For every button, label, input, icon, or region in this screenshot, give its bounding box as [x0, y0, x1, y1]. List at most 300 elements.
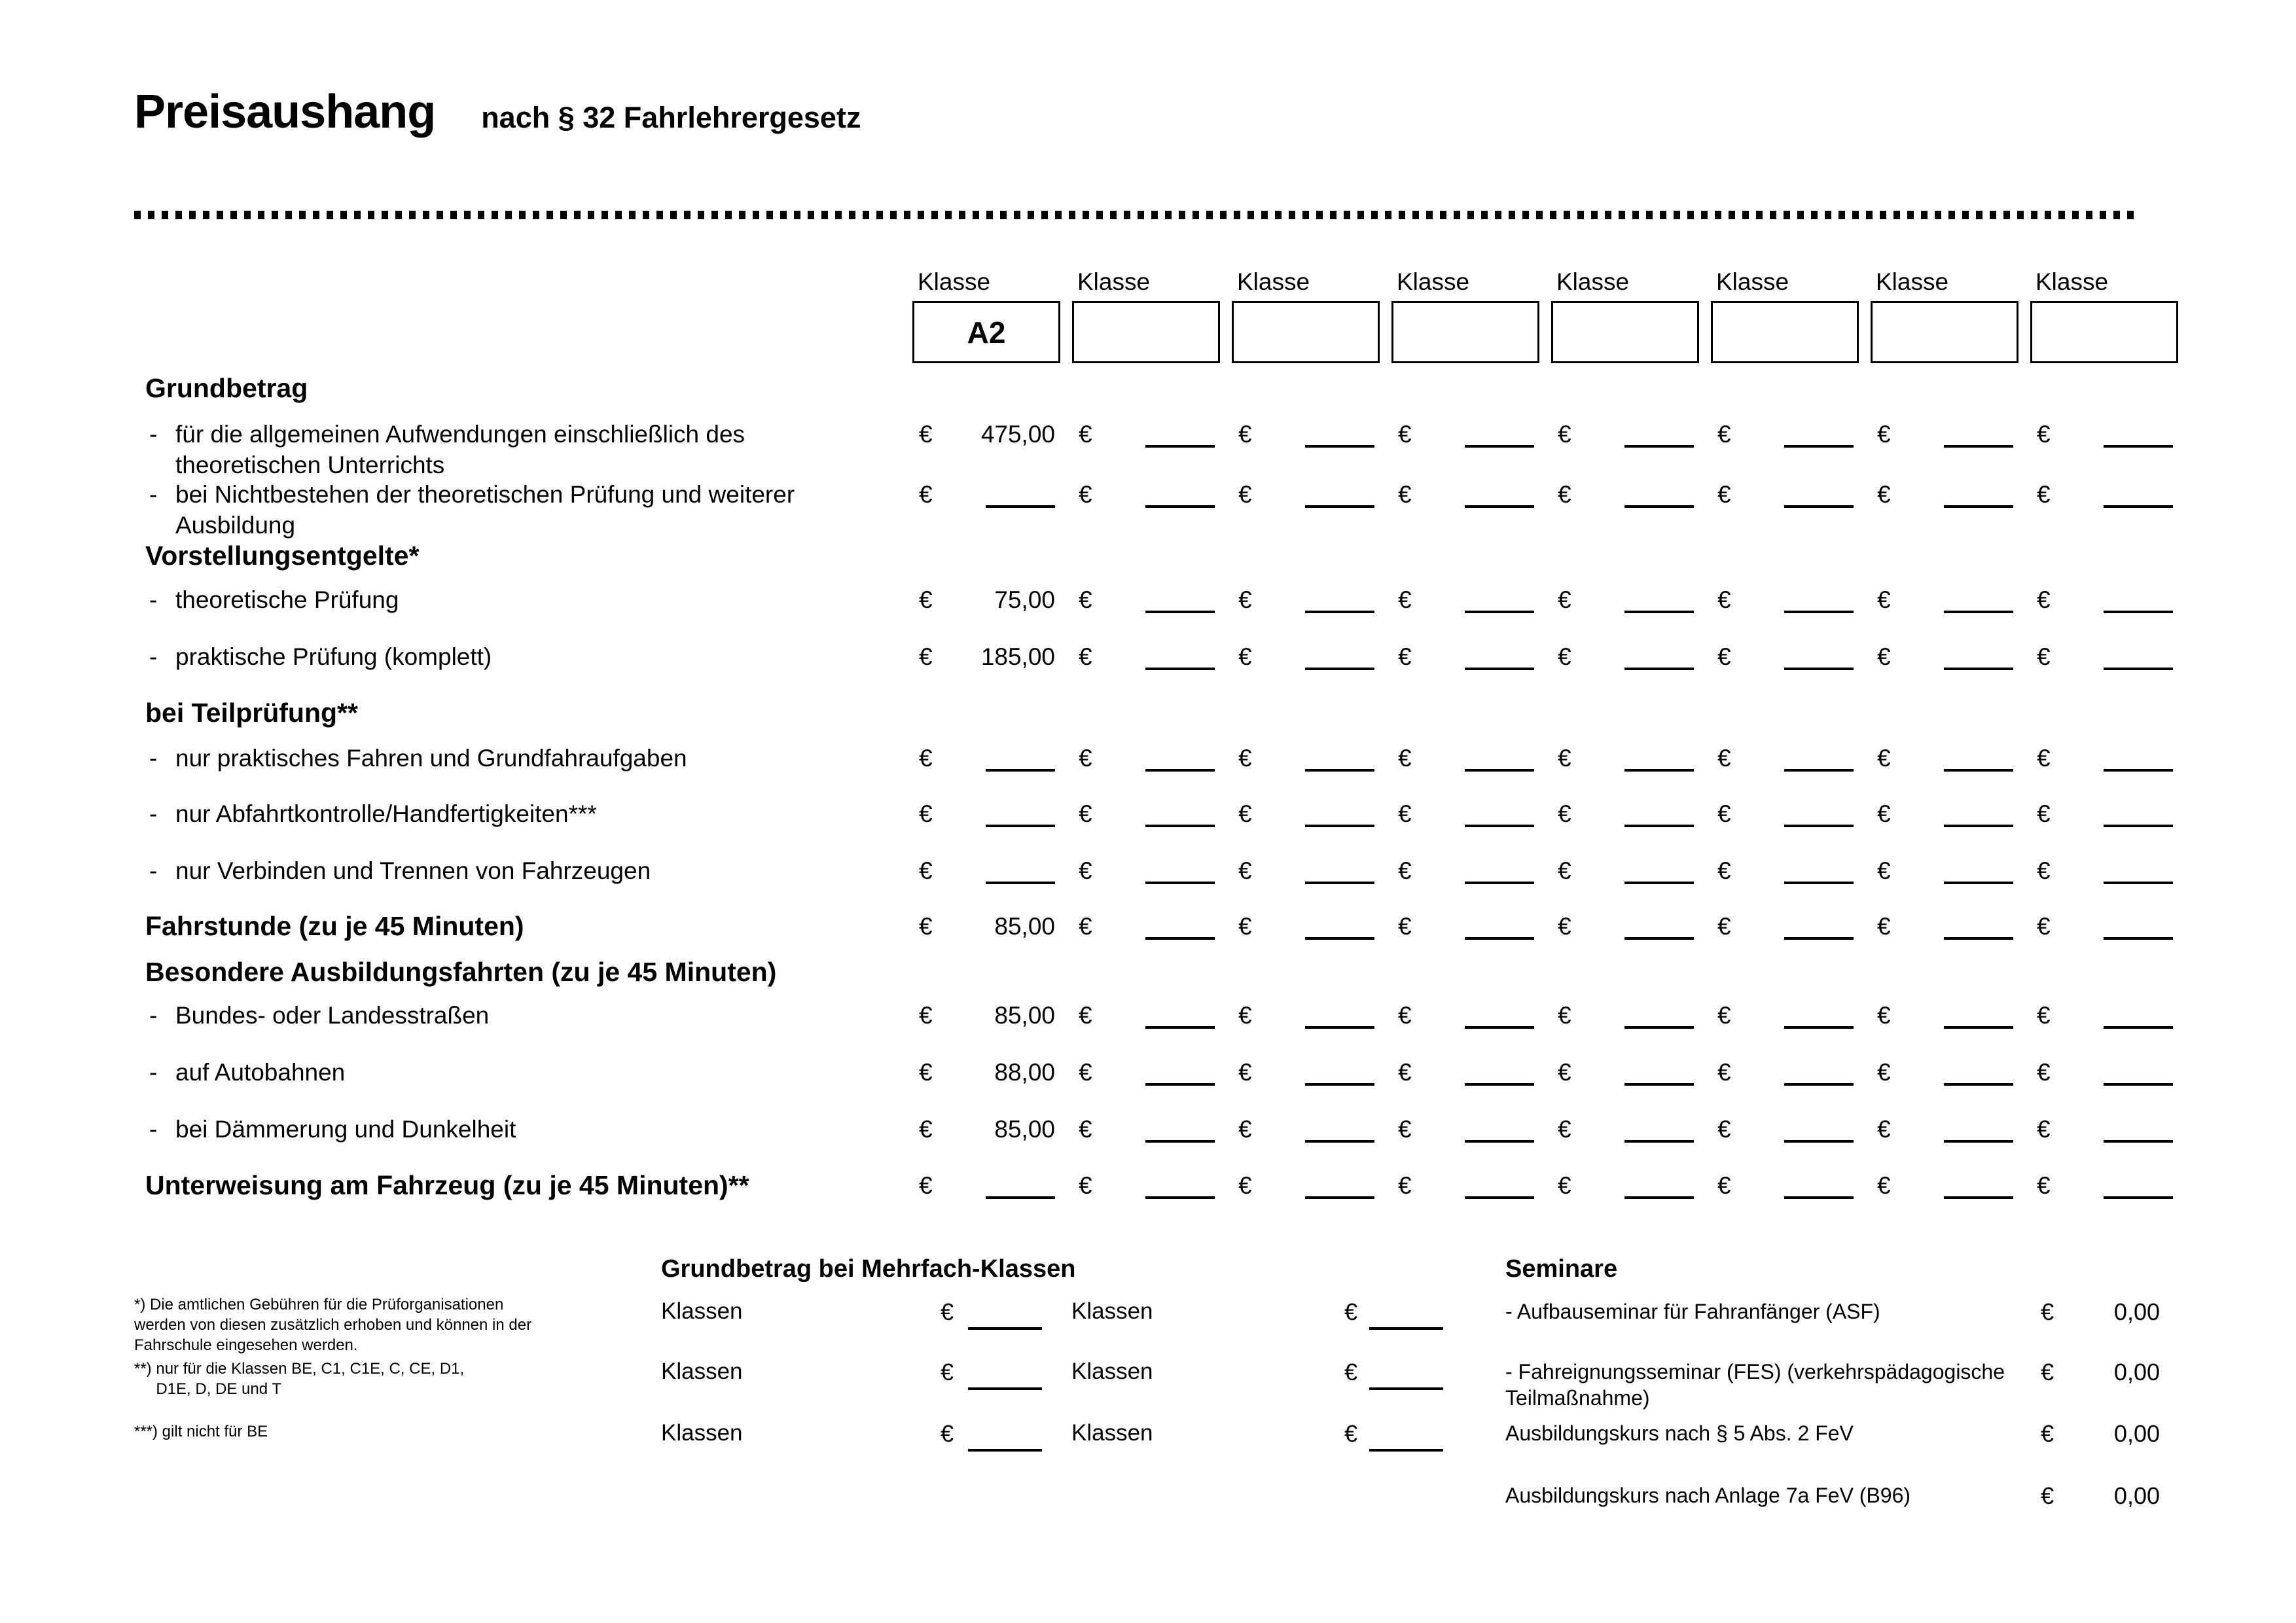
- euro-symbol: €: [1398, 1059, 1412, 1086]
- euro-symbol: €: [1238, 800, 1252, 827]
- euro-symbol: €: [1558, 481, 1571, 508]
- price-cell-col8: [2030, 479, 2190, 510]
- euro-symbol: €: [919, 643, 933, 670]
- euro-symbol: €: [1079, 1059, 1092, 1086]
- blank-price-line: [1145, 882, 1215, 884]
- blank-price-line: [1369, 1449, 1443, 1452]
- price-row: [912, 743, 2190, 774]
- euro-symbol: €: [1717, 800, 1731, 827]
- euro-symbol: €: [1079, 421, 1092, 448]
- euro-symbol: €: [1717, 586, 1731, 613]
- euro-symbol: €: [1238, 1002, 1252, 1029]
- price-cell-col6: [1711, 798, 1871, 829]
- blank-price-line: [2104, 1083, 2173, 1086]
- seminar-item-label: [1505, 1298, 1880, 1325]
- price-cell-col1: [912, 419, 1072, 450]
- klasse-box: [912, 301, 1060, 363]
- euro-symbol: €: [1238, 1059, 1252, 1086]
- seminar-price-value: 0,00: [2113, 1420, 2160, 1447]
- blank-price-line: [1465, 1083, 1534, 1086]
- price-cell-col4: [1391, 1000, 1551, 1031]
- euro-symbol: €: [1877, 857, 1891, 884]
- klassen-field-label: Klassen: [1071, 1298, 1153, 1324]
- euro-symbol: €: [1717, 1116, 1731, 1143]
- euro-symbol: €: [1238, 1116, 1252, 1143]
- price-cell-col4: [1391, 798, 1551, 829]
- row-label-line: Bundes- oder Landesstraßen: [175, 1002, 490, 1029]
- table-row-label: [149, 479, 795, 541]
- price-cell-col8: [2030, 855, 2190, 886]
- price-row: [912, 855, 2190, 886]
- price-cell-col4: [1391, 1057, 1551, 1088]
- price-row: [912, 641, 2190, 672]
- price-cell-col4: [1391, 855, 1551, 886]
- blank-price-line: [1145, 505, 1215, 508]
- euro-symbol: €: [1558, 1116, 1571, 1143]
- euro-symbol: €: [1238, 857, 1252, 884]
- euro-symbol: €: [1877, 800, 1891, 827]
- footnote-line: D1E, D, DE und T: [134, 1380, 281, 1398]
- table-row-label: [149, 798, 597, 829]
- euro-symbol: €: [1079, 800, 1092, 827]
- blank-price-line: [1465, 825, 1534, 827]
- price-cell-col5: [1551, 1114, 1711, 1145]
- blank-price-line: [986, 882, 1055, 884]
- blank-price-line: [1465, 1196, 1534, 1199]
- euro-symbol: €: [1238, 481, 1252, 508]
- row-label-line: bei Dämmerung und Dunkelheit: [175, 1116, 516, 1143]
- price-row: [912, 1114, 2190, 1145]
- price-cell-col2: [1072, 798, 1232, 829]
- price-cell-col5: [1551, 584, 1711, 615]
- blank-price-line: [1784, 882, 1854, 884]
- table-row-label: [149, 584, 399, 615]
- footnote-line: Fahrschule eingesehen werden.: [134, 1336, 358, 1354]
- price-cell-col5: [1551, 1170, 1711, 1201]
- klasse-column-header: Klasse: [2036, 268, 2109, 295]
- price-row: [912, 1170, 2190, 1201]
- euro-symbol: €: [1558, 857, 1571, 884]
- blank-price-line: [1145, 1140, 1215, 1143]
- price-cell-col3: [1232, 584, 1391, 615]
- seminar-label-line: Ausbildungskurs nach Anlage 7a FeV (B96): [1505, 1484, 1911, 1507]
- seminar-price-value: 0,00: [2113, 1298, 2160, 1325]
- euro-symbol: €: [1398, 1172, 1412, 1199]
- euro-symbol: €: [1877, 421, 1891, 448]
- price-cell-col5: [1551, 743, 1711, 774]
- table-row-label: [149, 419, 745, 480]
- euro-symbol: €: [1877, 643, 1891, 670]
- row-label-line: Ausbildung: [175, 512, 296, 539]
- price-cell-col7: [1871, 641, 2030, 672]
- blank-price-line: [1624, 505, 1694, 508]
- section-heading: [145, 373, 308, 404]
- euro-symbol: €: [1079, 745, 1092, 772]
- blank-price-line: [1465, 882, 1534, 884]
- blank-price-line: [968, 1449, 1042, 1452]
- blank-price-line: [1944, 1083, 2013, 1086]
- price-cell-col7: [1871, 1000, 2030, 1031]
- euro-symbol: €: [1238, 586, 1252, 613]
- euro-symbol: €: [2037, 586, 2051, 613]
- klasse-box: [2030, 301, 2178, 363]
- euro-symbol: €: [1398, 586, 1412, 613]
- section-heading-text: bei Teilprüfung**: [145, 698, 358, 728]
- blank-price-line: [1624, 882, 1694, 884]
- bullet-dash: -: [149, 421, 158, 448]
- klasse-header-row: [912, 268, 2190, 296]
- euro-symbol: €: [1398, 800, 1412, 827]
- footnote-line: *) Die amtlichen Gebühren für die Prüforganisationen: [134, 1296, 504, 1313]
- klasse-column-header: Klasse: [1716, 268, 1789, 295]
- klasse-box: [1871, 301, 2018, 363]
- blank-price-line: [1465, 769, 1534, 772]
- section-heading: [145, 1170, 749, 1201]
- price-cell-col3: [1232, 419, 1391, 450]
- klasse-box: [1072, 301, 1220, 363]
- table-row-label: [149, 641, 492, 672]
- blank-price-line: [1784, 611, 1854, 613]
- bullet-dash: -: [149, 745, 158, 772]
- price-cell-col6: [1711, 641, 1871, 672]
- euro-symbol: €: [1238, 745, 1252, 772]
- klasse-column-header: Klasse: [1077, 268, 1151, 295]
- euro-symbol: €: [1558, 913, 1571, 940]
- klasse-column-header: Klasse: [1397, 268, 1470, 295]
- section-heading: [145, 957, 776, 988]
- blank-price-line: [1784, 1196, 1854, 1199]
- price-cell-col3: [1232, 1114, 1391, 1145]
- price-cell-col6: [1711, 1114, 1871, 1145]
- bullet-dash: -: [149, 1116, 158, 1143]
- price-cell-col8: [2030, 798, 2190, 829]
- price-cell-col8: [2030, 419, 2190, 450]
- footnote-line: **) nur für die Klassen BE, C1, C1E, C, CE, D1,: [134, 1360, 465, 1378]
- price-cell-col3: [1232, 479, 1391, 510]
- bullet-dash: -: [149, 1059, 158, 1086]
- klasse-column-header: Klasse: [918, 268, 991, 295]
- row-label-line: auf Autobahnen: [175, 1059, 346, 1086]
- footnote-line: werden von diesen zusätzlich erhoben und können in der: [134, 1316, 532, 1334]
- page-title: Preisaushang: [134, 86, 436, 138]
- blank-price-line: [986, 769, 1055, 772]
- row-label-text: [175, 855, 651, 886]
- euro-symbol: €: [2037, 800, 2051, 827]
- euro-symbol: €: [1877, 1116, 1891, 1143]
- price-cell-col5: [1551, 419, 1711, 450]
- blank-price-line: [1624, 1026, 1694, 1029]
- price-cell-col2: [1072, 641, 1232, 672]
- price-cell-col8: [2030, 641, 2190, 672]
- blank-price-line: [2104, 445, 2173, 448]
- price-cell-col7: [1871, 911, 2030, 942]
- section-heading-text: Vorstellungsentgelte*: [145, 541, 420, 571]
- price-cell-col4: [1391, 479, 1551, 510]
- price-row: [912, 479, 2190, 510]
- euro-symbol: €: [1079, 1172, 1092, 1199]
- blank-price-line: [1944, 668, 2013, 670]
- klasse-column-header: Klasse: [1556, 268, 1630, 295]
- blank-price-line: [1305, 882, 1374, 884]
- euro-symbol: €: [1558, 643, 1571, 670]
- blank-price-line: [1944, 611, 2013, 613]
- blank-price-line: [1944, 882, 2013, 884]
- bullet-dash: -: [149, 586, 158, 613]
- blank-price-line: [1305, 769, 1374, 772]
- euro-symbol: €: [1558, 1002, 1571, 1029]
- blank-price-line: [1369, 1387, 1443, 1390]
- klassen-field-label: Klassen: [661, 1420, 743, 1446]
- row-label-text: [175, 1114, 516, 1145]
- price-cell-col7: [1871, 479, 2030, 510]
- blank-price-line: [1305, 825, 1374, 827]
- price-cell-col4: [1391, 1170, 1551, 1201]
- euro-symbol: €: [1717, 1002, 1731, 1029]
- price-cell-col2: [1072, 1000, 1232, 1031]
- blank-price-line: [1465, 668, 1534, 670]
- price-cell-col6: [1711, 479, 1871, 510]
- euro-symbol: €: [2037, 857, 2051, 884]
- euro-symbol: €: [2037, 745, 2051, 772]
- blank-price-line: [1465, 1026, 1534, 1029]
- euro-symbol: €: [919, 745, 933, 772]
- blank-price-line: [1784, 825, 1854, 827]
- price-cell-col6: [1711, 1057, 1871, 1088]
- price-cell-col4: [1391, 641, 1551, 672]
- blank-price-line: [1784, 1026, 1854, 1029]
- euro-symbol: €: [1558, 586, 1571, 613]
- price-cell-col4: [1391, 584, 1551, 615]
- price-cell-col1: [912, 641, 1072, 672]
- price-row: [912, 584, 2190, 615]
- euro-symbol: €: [1717, 745, 1731, 772]
- blank-price-line: [1305, 1140, 1374, 1143]
- price-cell-col5: [1551, 911, 1711, 942]
- euro-symbol: €: [2037, 1172, 2051, 1199]
- euro-symbol: €: [1877, 913, 1891, 940]
- blank-price-line: [1624, 1083, 1694, 1086]
- section-heading-text: Grundbetrag: [145, 373, 308, 403]
- blank-price-line: [1305, 505, 1374, 508]
- blank-price-line: [1305, 668, 1374, 670]
- row-label-text: [175, 1000, 489, 1031]
- seminare-heading: Seminare: [1505, 1255, 1618, 1283]
- euro-symbol: €: [941, 1298, 954, 1325]
- klasse-value: A2: [967, 315, 1006, 349]
- blank-price-line: [1465, 445, 1534, 448]
- price-cell-col1: [912, 1057, 1072, 1088]
- price-cell-col4: [1391, 419, 1551, 450]
- blank-price-line: [1624, 445, 1694, 448]
- euro-symbol: €: [1877, 586, 1891, 613]
- blank-price-line: [1465, 937, 1534, 940]
- price-cell-col7: [1871, 1057, 2030, 1088]
- euro-symbol: €: [2037, 913, 2051, 940]
- euro-symbol: €: [1558, 1059, 1571, 1086]
- euro-symbol: €: [919, 481, 933, 508]
- footnote-1: [134, 1294, 531, 1355]
- euro-symbol: €: [919, 1116, 933, 1143]
- klasse-box: [1711, 301, 1859, 363]
- price-cell-col6: [1711, 855, 1871, 886]
- euro-symbol: €: [2037, 481, 2051, 508]
- euro-symbol: €: [919, 1002, 933, 1029]
- euro-symbol: €: [1717, 643, 1731, 670]
- euro-symbol: €: [941, 1359, 954, 1385]
- seminar-item-label: [1505, 1359, 2005, 1411]
- price-row: [912, 798, 2190, 829]
- price-cell-col2: [1072, 584, 1232, 615]
- euro-symbol: €: [2037, 1116, 2051, 1143]
- table-row-label: [149, 1114, 516, 1145]
- euro-symbol: €: [1238, 913, 1252, 940]
- blank-price-line: [968, 1327, 1042, 1330]
- price-cell-col2: [1072, 743, 1232, 774]
- row-label-text: [175, 743, 687, 774]
- price-cell-col6: [1711, 419, 1871, 450]
- row-label-line: bei Nichtbestehen der theoretischen Prüfung und weiterer: [175, 481, 795, 508]
- euro-symbol: €: [1079, 643, 1092, 670]
- price-cell-col2: [1072, 479, 1232, 510]
- bullet-dash: -: [149, 800, 158, 827]
- euro-symbol: €: [1344, 1298, 1358, 1325]
- seminar-label-line: - Aufbauseminar für Fahranfänger (ASF): [1505, 1300, 1880, 1323]
- section-heading: [145, 698, 358, 728]
- price-value: 85,00: [994, 913, 1055, 940]
- section-heading: [145, 541, 419, 571]
- blank-price-line: [2104, 937, 2173, 940]
- euro-symbol: €: [1717, 421, 1731, 448]
- blank-price-line: [1305, 445, 1374, 448]
- euro-symbol: €: [2037, 643, 2051, 670]
- euro-symbol: €: [1558, 800, 1571, 827]
- blank-price-line: [1145, 611, 1215, 613]
- euro-symbol: €: [1717, 1059, 1731, 1086]
- price-value: 75,00: [994, 586, 1055, 613]
- euro-symbol: €: [1398, 857, 1412, 884]
- price-cell-col1: [912, 1000, 1072, 1031]
- table-row-label: [149, 855, 651, 886]
- row-label-line: für die allgemeinen Aufwendungen einschließlich des: [175, 421, 745, 448]
- price-cell-col3: [1232, 798, 1391, 829]
- klassen-field-label: Klassen: [1071, 1359, 1153, 1384]
- price-cell-col2: [1072, 1057, 1232, 1088]
- euro-symbol: €: [919, 421, 933, 448]
- section-heading-text: Besondere Ausbildungsfahrten (zu je 45 Minuten): [145, 957, 777, 987]
- price-cell-col7: [1871, 419, 2030, 450]
- blank-price-line: [1624, 825, 1694, 827]
- euro-symbol: €: [1344, 1359, 1358, 1385]
- section-heading: [145, 911, 524, 942]
- blank-price-line: [1305, 937, 1374, 940]
- price-cell-col6: [1711, 911, 1871, 942]
- klasse-column-header: Klasse: [1237, 268, 1310, 295]
- euro-symbol: €: [1398, 745, 1412, 772]
- dotted-divider: [134, 211, 2141, 219]
- table-row-label: [149, 1057, 345, 1088]
- euro-symbol: €: [1398, 421, 1412, 448]
- euro-symbol: €: [1877, 1172, 1891, 1199]
- mehrfach-heading: Grundbetrag bei Mehrfach-Klassen: [661, 1255, 1076, 1283]
- euro-symbol: €: [1079, 481, 1092, 508]
- price-cell-col6: [1711, 1000, 1871, 1031]
- price-cell-col5: [1551, 641, 1711, 672]
- row-label-text: [175, 479, 795, 541]
- blank-price-line: [2104, 611, 2173, 613]
- bullet-dash: -: [149, 643, 158, 670]
- euro-symbol: €: [919, 1059, 933, 1086]
- blank-price-line: [1305, 611, 1374, 613]
- klasse-box: [1232, 301, 1380, 363]
- row-label-text: [175, 798, 597, 829]
- price-cell-col2: [1072, 855, 1232, 886]
- blank-price-line: [1145, 1083, 1215, 1086]
- euro-symbol: €: [2041, 1359, 2054, 1385]
- blank-price-line: [986, 1196, 1055, 1199]
- euro-symbol: €: [2037, 1002, 2051, 1029]
- seminar-price-value: 0,00: [2113, 1359, 2160, 1385]
- price-cell-col2: [1072, 419, 1232, 450]
- price-cell-col3: [1232, 1170, 1391, 1201]
- price-cell-col7: [1871, 798, 2030, 829]
- euro-symbol: €: [1079, 586, 1092, 613]
- price-value: 475,00: [980, 421, 1055, 448]
- price-cell-col3: [1232, 911, 1391, 942]
- blank-price-line: [2104, 668, 2173, 670]
- price-cell-col1: [912, 743, 1072, 774]
- price-cell-col2: [1072, 911, 1232, 942]
- blank-price-line: [1944, 769, 2013, 772]
- price-cell-col1: [912, 798, 1072, 829]
- price-cell-col6: [1711, 1170, 1871, 1201]
- price-cell-col4: [1391, 1114, 1551, 1145]
- blank-price-line: [1624, 769, 1694, 772]
- seminar-item-label: [1505, 1420, 1854, 1446]
- price-cell-col5: [1551, 479, 1711, 510]
- price-cell-col8: [2030, 1057, 2190, 1088]
- blank-price-line: [1624, 668, 1694, 670]
- blank-price-line: [1944, 445, 2013, 448]
- blank-price-line: [1465, 505, 1534, 508]
- blank-price-line: [1624, 611, 1694, 613]
- euro-symbol: €: [1398, 1002, 1412, 1029]
- table-row-label: [149, 1000, 489, 1031]
- price-cell-col3: [1232, 1057, 1391, 1088]
- euro-symbol: €: [1398, 1116, 1412, 1143]
- euro-symbol: €: [1877, 745, 1891, 772]
- seminar-item-label: [1505, 1482, 1910, 1508]
- price-cell-col1: [912, 1114, 1072, 1145]
- blank-price-line: [2104, 1140, 2173, 1143]
- blank-price-line: [2104, 1196, 2173, 1199]
- price-cell-col7: [1871, 743, 2030, 774]
- price-cell-col8: [2030, 1170, 2190, 1201]
- seminar-label-line: - Fahreignungsseminar (FES) (verkehrspädagogische: [1505, 1360, 2005, 1383]
- euro-symbol: €: [1079, 1116, 1092, 1143]
- price-cell-col3: [1232, 641, 1391, 672]
- blank-price-line: [1944, 937, 2013, 940]
- blank-price-line: [1369, 1327, 1443, 1330]
- blank-price-line: [1784, 769, 1854, 772]
- euro-symbol: €: [1877, 1059, 1891, 1086]
- row-label-line: praktische Prüfung (komplett): [175, 643, 492, 670]
- price-value: 85,00: [994, 1116, 1055, 1143]
- euro-symbol: €: [1238, 421, 1252, 448]
- euro-symbol: €: [1238, 643, 1252, 670]
- euro-symbol: €: [1717, 857, 1731, 884]
- blank-price-line: [2104, 882, 2173, 884]
- blank-price-line: [1784, 937, 1854, 940]
